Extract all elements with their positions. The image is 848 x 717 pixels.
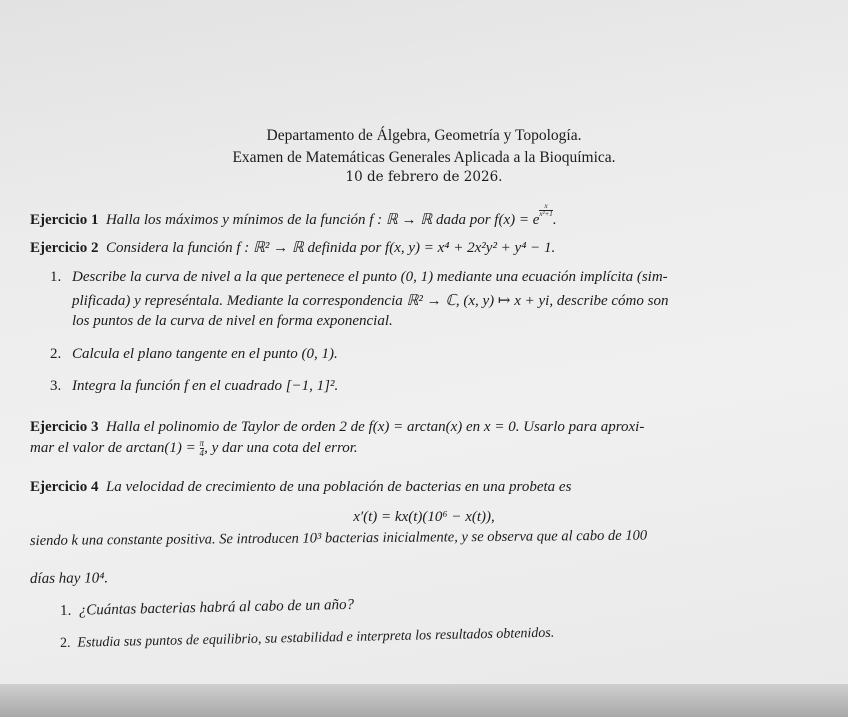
exercise-4-line-3: días hay 10⁴. — [29, 570, 109, 587]
exercise-2-item-1-line-2 — [72, 291, 668, 310]
exercise-4-line-2: siendo k una constante positiva. Se introducen 10³ bacterias inicialmente, y se observa que al cabo de 100 — [29, 527, 648, 549]
item-text: Describe la curva de nivel a la que pertenece el punto (0, 1) mediante una ecuación implícita (sim- — [72, 269, 668, 285]
exam-title: Examen de Matemáticas Generales Aplicada a la Bioquímica. — [232, 149, 616, 166]
exam-date: 10 de febrero de 2026. — [345, 169, 503, 185]
exercise-4-label: Ejercicio 4 — [30, 479, 99, 495]
exercise-3-line-2 — [30, 439, 358, 458]
item-text: Integra la función f en el cuadrado [−1, 1]². — [72, 378, 339, 394]
exponent-numerator: x — [539, 203, 552, 211]
item-text: Estudia sus puntos de equilibrio, su estabilidad e interpreta los resultados obtenidos. — [77, 625, 555, 651]
exercise-3-label: Ejercicio 3 — [30, 419, 99, 435]
item-number: 2. — [50, 346, 62, 362]
exercise-3-text-b: , y dar una cota del error. — [204, 439, 358, 456]
exercise-2-item-1-line-3 — [72, 313, 393, 330]
exercise-3-text: Halla el polinomio de Taylor de orden 2 de f(x) = arctan(x) en x = 0. Usarlo para aproxi- — [105, 419, 645, 435]
department-title: Departamento de Álgebra, Geometría y Topología. — [266, 127, 582, 144]
exercise-2-item-3 — [50, 378, 339, 395]
item-number: 3. — [50, 378, 62, 394]
exercise-3-line-1 — [30, 419, 644, 436]
exercise-3-text-a: mar el valor de arctan(1) = — [30, 439, 200, 456]
exponent-denominator: x²+1 — [539, 210, 553, 218]
exercise-1-end: . — [552, 212, 557, 228]
item-text: ¿Cuántas bacterias habrá al cabo de un año? — [78, 596, 355, 619]
item-text: Calcula el plano tangente en el punto (0, 1). — [72, 346, 338, 362]
item-number: 2. — [59, 635, 71, 651]
item-text: plificada) y represéntala. Mediante la correspondencia ℝ² → ℂ, (x, y) ↦ x + yi, describe cómo son — [72, 293, 669, 309]
exercise-2-label: Ejercicio 2 — [30, 240, 99, 256]
item-number: 1. — [50, 269, 62, 285]
exercise-4-equation: x′(t) = kx(t)(10⁶ − x(t)), — [353, 509, 495, 525]
exercise-4-text: La velocidad de crecimiento de una población de bacterias en una probeta es — [105, 479, 572, 495]
exercise-1-text: Halla los máximos y mínimos de la función f : ℝ → ℝ dada por f(x) = e — [105, 212, 540, 228]
item-number: 1. — [59, 602, 72, 619]
exercise-4-line-1 — [30, 479, 571, 496]
fraction-numerator: π — [199, 438, 205, 448]
exercise-2 — [30, 238, 555, 257]
exercise-2-item-1-line-1 — [50, 269, 668, 286]
exercise-2-item-2 — [50, 346, 338, 363]
page-bottom-shadow — [0, 684, 848, 717]
exercise-1 — [30, 203, 557, 229]
item-text: los puntos de la curva de nivel en forma exponencial. — [72, 313, 393, 329]
fraction-denominator: 4 — [199, 448, 205, 458]
exponent-fraction — [539, 203, 552, 218]
exercise-2-text: Considera la función f : ℝ² → ℝ definida por f(x, y) = x⁴ + 2x²y² + y⁴ − 1. — [105, 240, 556, 256]
exercise-1-label: Ejercicio 1 — [30, 212, 99, 228]
